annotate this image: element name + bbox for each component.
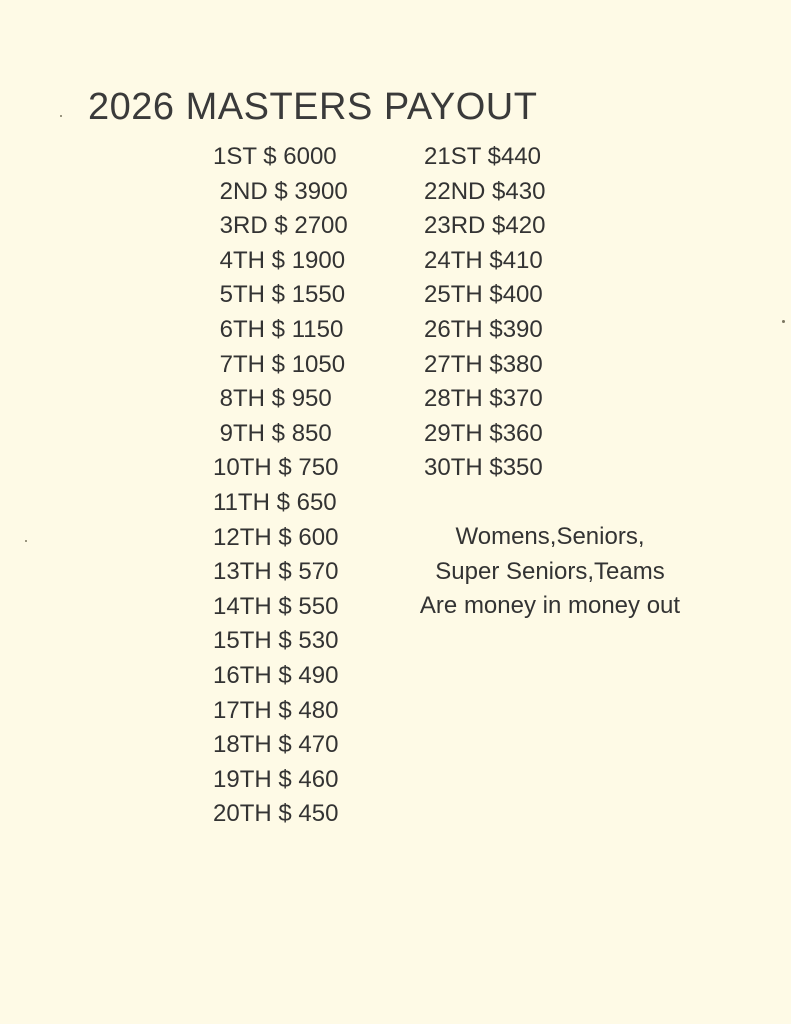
payout-row: 20TH $ 450: [213, 800, 339, 828]
payout-row: 17TH $ 480: [213, 696, 339, 724]
payout-list-left: [213, 140, 348, 832]
payout-row: 27TH $380: [424, 350, 543, 378]
payout-row: 28TH $370: [424, 385, 543, 413]
payout-row: 2ND $ 3900: [213, 177, 348, 205]
payout-row: 8TH $ 950: [213, 385, 332, 413]
note-line: Womens,Seniors,: [455, 523, 645, 550]
paper-speck: [782, 320, 785, 323]
payout-row: 3RD $ 2700: [213, 212, 348, 240]
payout-row: 15TH $ 530: [213, 627, 339, 655]
payout-row: 7TH $ 1050: [213, 350, 346, 378]
payout-row: 12TH $ 600: [213, 523, 339, 551]
payout-row: 23RD $420: [424, 212, 546, 240]
page-title: 2026 MASTERS PAYOUT: [88, 86, 538, 128]
payout-row: 4TH $ 1900: [213, 246, 346, 274]
note-line: Are money in money out: [419, 592, 681, 620]
payout-row: 6TH $ 1150: [213, 315, 344, 343]
payout-row: 19TH $ 460: [213, 765, 339, 793]
payout-row: 18TH $ 470: [213, 731, 339, 759]
payout-row: 1ST $ 6000: [213, 143, 337, 170]
paper-speck: [25, 540, 27, 542]
payout-row: 10TH $ 750: [213, 454, 339, 482]
payout-row: 29TH $360: [424, 419, 543, 447]
payout-row: 9TH $ 850: [213, 419, 332, 447]
note-line: Super Seniors,Teams: [435, 557, 665, 585]
payout-row: 5TH $ 1550: [213, 281, 346, 309]
payout-row: 22ND $430: [424, 177, 546, 205]
payout-row: 24TH $410: [424, 246, 543, 274]
divisions-note: [380, 520, 720, 624]
payout-row: 21ST $440: [424, 143, 541, 170]
payout-row: 26TH $390: [424, 315, 543, 343]
payout-row: 14TH $ 550: [213, 592, 339, 620]
payout-row: 16TH $ 490: [213, 661, 339, 689]
payout-row: 13TH $ 570: [213, 558, 339, 586]
payout-row: 25TH $400: [424, 281, 543, 309]
payout-row: 11TH $ 650: [213, 488, 337, 516]
paper-speck: [60, 115, 62, 117]
payout-row: 30TH $350: [424, 454, 543, 482]
payout-list-right: [424, 140, 545, 486]
